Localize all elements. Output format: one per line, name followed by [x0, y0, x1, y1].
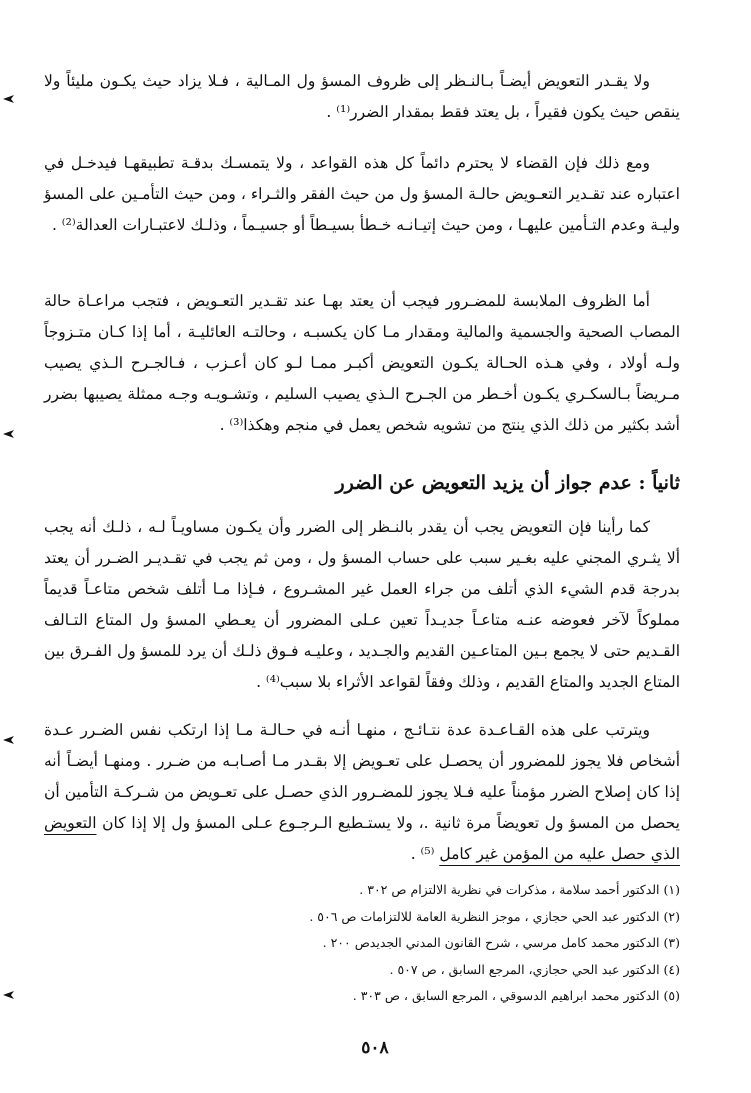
margin-mark-icon: [2, 427, 16, 441]
paragraph-2: [44, 148, 680, 241]
paragraph-5-main: ويترتب على هذه القـاعـدة عدة نتـائـج ، منهـا أنـه في حـالـة مـا إذا ارتكب نفس الضـرر عـدة أشخاص فلا يجوز للمضرور أن يحصـل على تعـويض إلا بقـدر مـا أصـابـه من ضـرر . ومنهـا أيضـاً أنه إذا كان إصلاح الضرر مؤمناً عليه فـلا يجوز للمضـرور الذي حصـل على تعـويض من شـركـة التأمين أن يحصل من المسؤ ول تعويضاً مرة ثانية .، ولا يستـطيع الـرجـوع عـلى المسؤ ول إلا إذا كان: [44, 721, 680, 832]
footnote-2: (٢) الدكتور عبد الحي حجازي ، موجز النظرية العامة للالتزامات ص ٥٠٦ .: [309, 908, 680, 924]
paragraph-5-underlined: التعويض الذي حصل عليه من المؤمن غير كامل: [44, 814, 680, 863]
paragraph-3: [44, 286, 680, 441]
footnotes-list: [44, 877, 680, 1010]
paragraph-4: [44, 512, 680, 698]
footnote-3: (٣) الدكتور محمد كامل مرسي ، شرح القانون المدني الجديدص ٢٠٠ .: [322, 935, 680, 950]
paragraph-1-text: ولا يقـدر التعويض أيضـاً بـالنـظر إلى ظروف المسؤ ول المـالية ، فـلا يزاد حيث يكـون مليئاً ولا ينقص حيث يكون فقيراً ، بل يعتد فقط بمقدار الضرر⁽¹⁾ .: [44, 72, 680, 121]
paragraph-3-text: أما الظروف الملابسة للمضـرور فيجب أن يعتد بهـا عند تقـدير التعـويض ، فتجب مراعـاة حالة المصاب الصحية والجسمية والمالية ومقدار مـا كان يكسبـه ، وحالتـه العائليـة ، أما إذا كـان متـزوجاً ولـه أولاد ، وفي هـذه الحـالة يكـون التعويض أكبـر ممـا لـو كان أعـزب ، فـالجـرح الـذي يصيب مـريضاً بـالسكـري يكـون أخـطر من الجـرح الـذي يصيب السليم ، وتشـويـه وجـه ممثلة يصيبها بضرر أشد بكثير من ذلك الذي ينتج من تشويه شخص يعمل في منجم وهكذا⁽³⁾ .: [44, 292, 680, 434]
page-number: ٥٠٨: [361, 1038, 389, 1058]
section-heading: ثانياً : عدم جواز أن يزيد التعويض عن الضرر: [335, 472, 680, 494]
footnote-1: (١) الدكتور أحمد سلامة ، مذكرات في نظرية الالتزام ص ٣٠٢ .: [359, 882, 680, 897]
paragraph-5-footnote-ref: ⁽⁵⁾ .: [410, 845, 440, 863]
footnote-5: (٥) الدكتور محمد ابراهيم الدسوقي ، المرجع السابق ، ص ٣٠٣ .: [352, 988, 680, 1003]
footnote-4: (٤) الدكتور عبد الحي حجازي، المرجع السابق ، ص ٥٠٧ .: [389, 961, 680, 977]
paragraph-5-text: [44, 715, 680, 870]
paragraph-4-text: كما رأينا فإن التعويض يجب أن يقدر بالنـظر إلى الضرر وأن يكـون مساويـاً لـه ، ذلـك أنه يجب ألا يثـري المجني عليه بغـير سبب على حساب المسؤ ول ، ومن ثم يجب في تقـديـر الضـرر أن يعتد بدرجة قدم الشيء الذي أتلف من جراء العمل غير المشـروع ، فـإذا مـا أتلف شخص متاعـاً قديماً مملوكاً لآخر فعوضه عنـه متاعـاً جديـداً تعين عـلى المضرور أن يعـطي المسؤ ول المتاع التـالف القـديم حتى لا يجمع بـين المتاعـين القديم والجـديد ، وعليـه فـوق ذلـك أن يرد للمسؤ ول الفـرق بين المتاع الجديد والمتاع القديم ، وذلك وفقاً لقواعد الأثراء بلا سبب⁽⁴⁾ .: [44, 518, 680, 691]
paragraph-2-text: ومع ذلك فإن القضاء لا يحترم دائماً كل هذه القواعد ، ولا يتمسـك بدقـة تطبيقهـا فيدخـل في اعتباره عند تقـدير التعـويض حالـة المسؤ ول من حيث الفقر والثـراء ، ومن حيث التأمـين على المسؤ وليـة وعدم التـأمين عليهـا ، ومن حيث إتيـانـه خـطأ بسيـطاً أو جسيـماً ، وذلـك لاعتبـارات العدالة⁽²⁾ .: [44, 154, 680, 234]
margin-mark-icon: [2, 92, 16, 106]
paragraph-5: [44, 715, 680, 870]
margin-mark-icon: [2, 733, 16, 747]
paragraph-1: [44, 66, 680, 128]
margin-mark-icon: [2, 988, 16, 1002]
